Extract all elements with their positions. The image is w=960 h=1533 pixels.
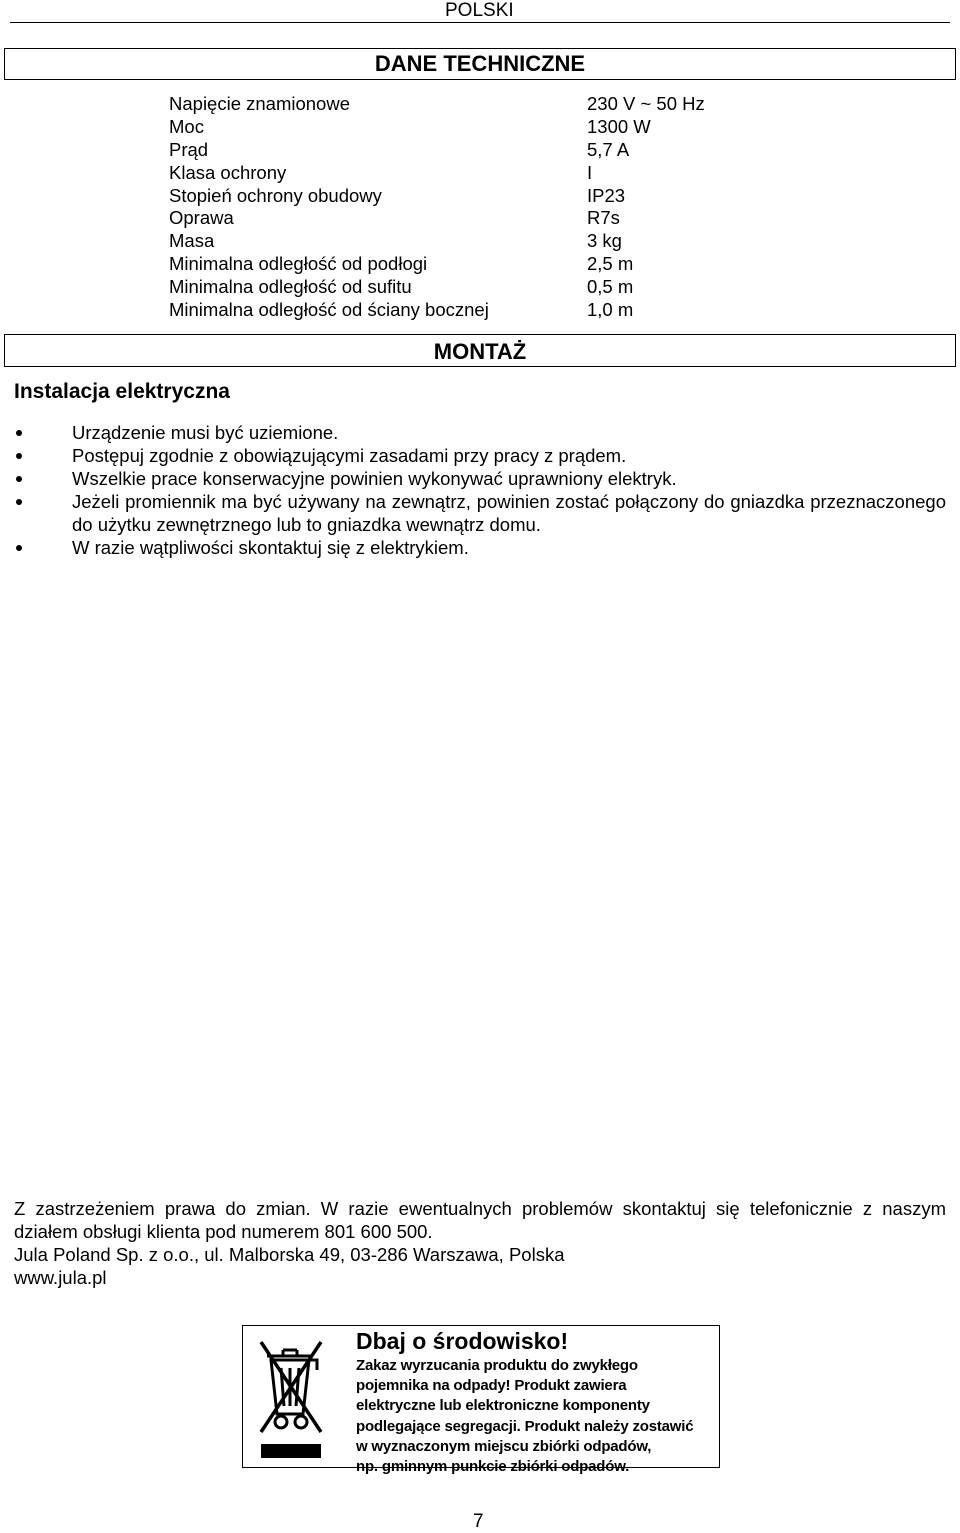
list-item: W razie wątpliwości skontaktuj się z elektrykiem. [14, 536, 946, 559]
spec-label: Napięcie znamionowe [169, 93, 350, 114]
crossed-out-wheelie-bin-icon [257, 1336, 325, 1460]
spec-label: Minimalna odległość od ściany bocznej [169, 299, 489, 321]
footer-notice [14, 1197, 946, 1289]
spec-label: Masa [169, 230, 215, 252]
footer-paragraph: Z zastrzeżeniem prawa do zmian. W razie ewentualnych problemów skontaktuj się telefonicznie z naszym działem obsługi klienta pod numerem 801 600 500. [14, 1198, 946, 1242]
tech-section-title-box [4, 48, 956, 80]
spec-value: I [587, 161, 593, 183]
spec-value: 3 kg [587, 230, 622, 252]
environment-notice-line: pojemnika na odpady! Produkt zawiera [356, 1377, 627, 1395]
electrical-installation-heading: Instalacja elektryczna [14, 380, 230, 403]
company-address: Jula Poland Sp. z o.o., ul. Malborska 49, 03-286 Warszawa, Polska [14, 1244, 565, 1265]
spec-label: Minimalna odległość od sufitu [169, 276, 412, 298]
header-language: POLSKI [445, 0, 514, 21]
spec-label: Minimalna odległość od podłogi [169, 253, 428, 275]
list-item: Urządzenie musi być uziemione. [14, 421, 946, 444]
spec-label: Oprawa [169, 207, 234, 229]
environment-notice-box [242, 1325, 720, 1476]
spec-value: 5,7 A [587, 138, 630, 160]
list-item: Postępuj zgodnie z obowiązującymi zasadami przy pracy z prądem. [14, 444, 946, 467]
spec-label: Stopień ochrony obudowy [169, 184, 382, 206]
spec-value: 0,5 m [587, 276, 634, 298]
spec-value: 2,5 m [587, 253, 634, 275]
header-divider [10, 22, 950, 23]
environment-notice-line: Zakaz wyrzucania produktu do zwykłego [356, 1357, 638, 1374]
list-item: Jeżeli promiennik ma być używany na zewnątrz, powinien zostać połączony do gniazdka przeznaczonego do użytku zewnętrznego lub to gniazdka wewnątrz domu. [14, 490, 946, 536]
website-link[interactable]: www.jula.pl [14, 1267, 107, 1288]
environment-notice-line: np. gminnym punkcie zbiórki odpadów. [356, 1458, 630, 1476]
montaz-section-title-box [4, 334, 956, 367]
environment-notice-line: podlegające segregacji. Produkt należy zostawić [356, 1417, 694, 1435]
environment-notice-text [356, 1356, 716, 1477]
spec-value: 1300 W [587, 115, 651, 137]
spec-value: IP23 [587, 184, 626, 206]
environment-notice-line: elektryczne lub elektroniczne komponenty [356, 1397, 650, 1415]
tech-section-title: DANE TECHNICZNE [374, 51, 586, 76]
spec-label: Moc [169, 115, 204, 137]
spec-value: R7s [587, 207, 620, 229]
spec-label: Klasa ochrony [169, 161, 287, 183]
environment-notice-line: w wyznaczonym miejscu zbiórki odpadów, [356, 1437, 652, 1455]
spec-value: 230 V ~ 50 Hz [587, 93, 705, 114]
list-item: Wszelkie prace konserwacyjne powinien wykonywać uprawniony elektryk. [14, 467, 946, 490]
environment-notice-title: Dbaj o środowisko! [356, 1328, 569, 1354]
installation-bullet-list [14, 421, 946, 559]
montaz-section-title: MONTAŻ [433, 339, 527, 364]
page-number: 7 [473, 1511, 484, 1532]
spec-value: 1,0 m [587, 299, 634, 321]
spec-label: Prąd [169, 138, 209, 160]
